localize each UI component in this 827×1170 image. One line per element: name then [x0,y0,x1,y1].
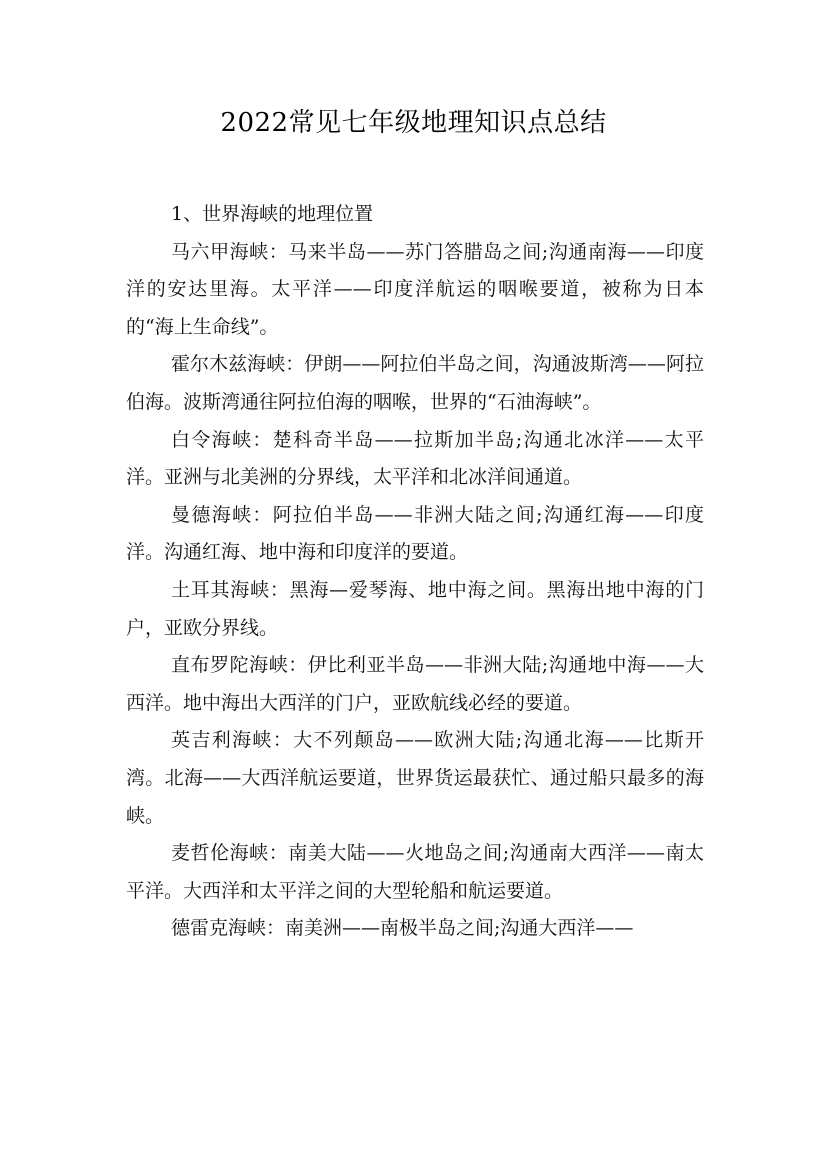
paragraph-bering: 白令海峡：楚科奇半岛——拉斯加半岛;沟通北冰洋——太平洋。亚洲与北美洲的分界线，太平洋和北冰洋间通道。 [126,428,704,489]
paragraph-magellan: 麦哲伦海峡：南美大陆——火地岛之间;沟通南大西洋——南太平洋。大西洋和太平洋之间的大型轮船和航运要道。 [126,842,704,902]
paragraph-english-channel: 英吉利海峡：大不列颠岛——欧洲大陆;沟通北海——比斯开湾。北海——大西洋航运要道，世界货运最获忙、通过船只最多的海峡。 [126,729,704,827]
paragraph-malacca: 马六甲海峡：马来半岛——苏门答腊岛之间;沟通南海——印度洋的安达里海。太平洋——印度洋航运的咽喉要道，被称为日本的“海上生命线”。 [126,240,704,338]
section-heading: 1、世界海峡的地理位置 [171,203,374,225]
paragraph-drake: 德雷克海峡：南美洲——南极半岛之间;沟通大西洋—— [171,917,634,940]
paragraph-hormuz: 霍尔木兹海峡：伊朗——阿拉伯半岛之间，沟通波斯湾——阿拉伯海。波斯湾通往阿拉伯海的咽喉，世界的“石油海峡”。 [126,353,704,413]
paragraph-mandeb: 曼德海峡：阿拉伯半岛——非洲大陆之间;沟通红海——印度洋。沟通红海、地中海和印度洋的要道。 [126,503,704,564]
document-body [126,196,704,948]
document-title: 2022常见七年级地理知识点总结 [220,108,607,138]
paragraph-gibraltar: 直布罗陀海峡：伊比利亚半岛——非洲大陆;沟通地中海——大西洋。地中海出大西洋的门户，亚欧航线必经的要道。 [126,654,704,714]
paragraph-turkish-straits: 土耳其海峡：黑海—爱琴海、地中海之间。黑海出地中海的门户，亚欧分界线。 [126,578,704,639]
